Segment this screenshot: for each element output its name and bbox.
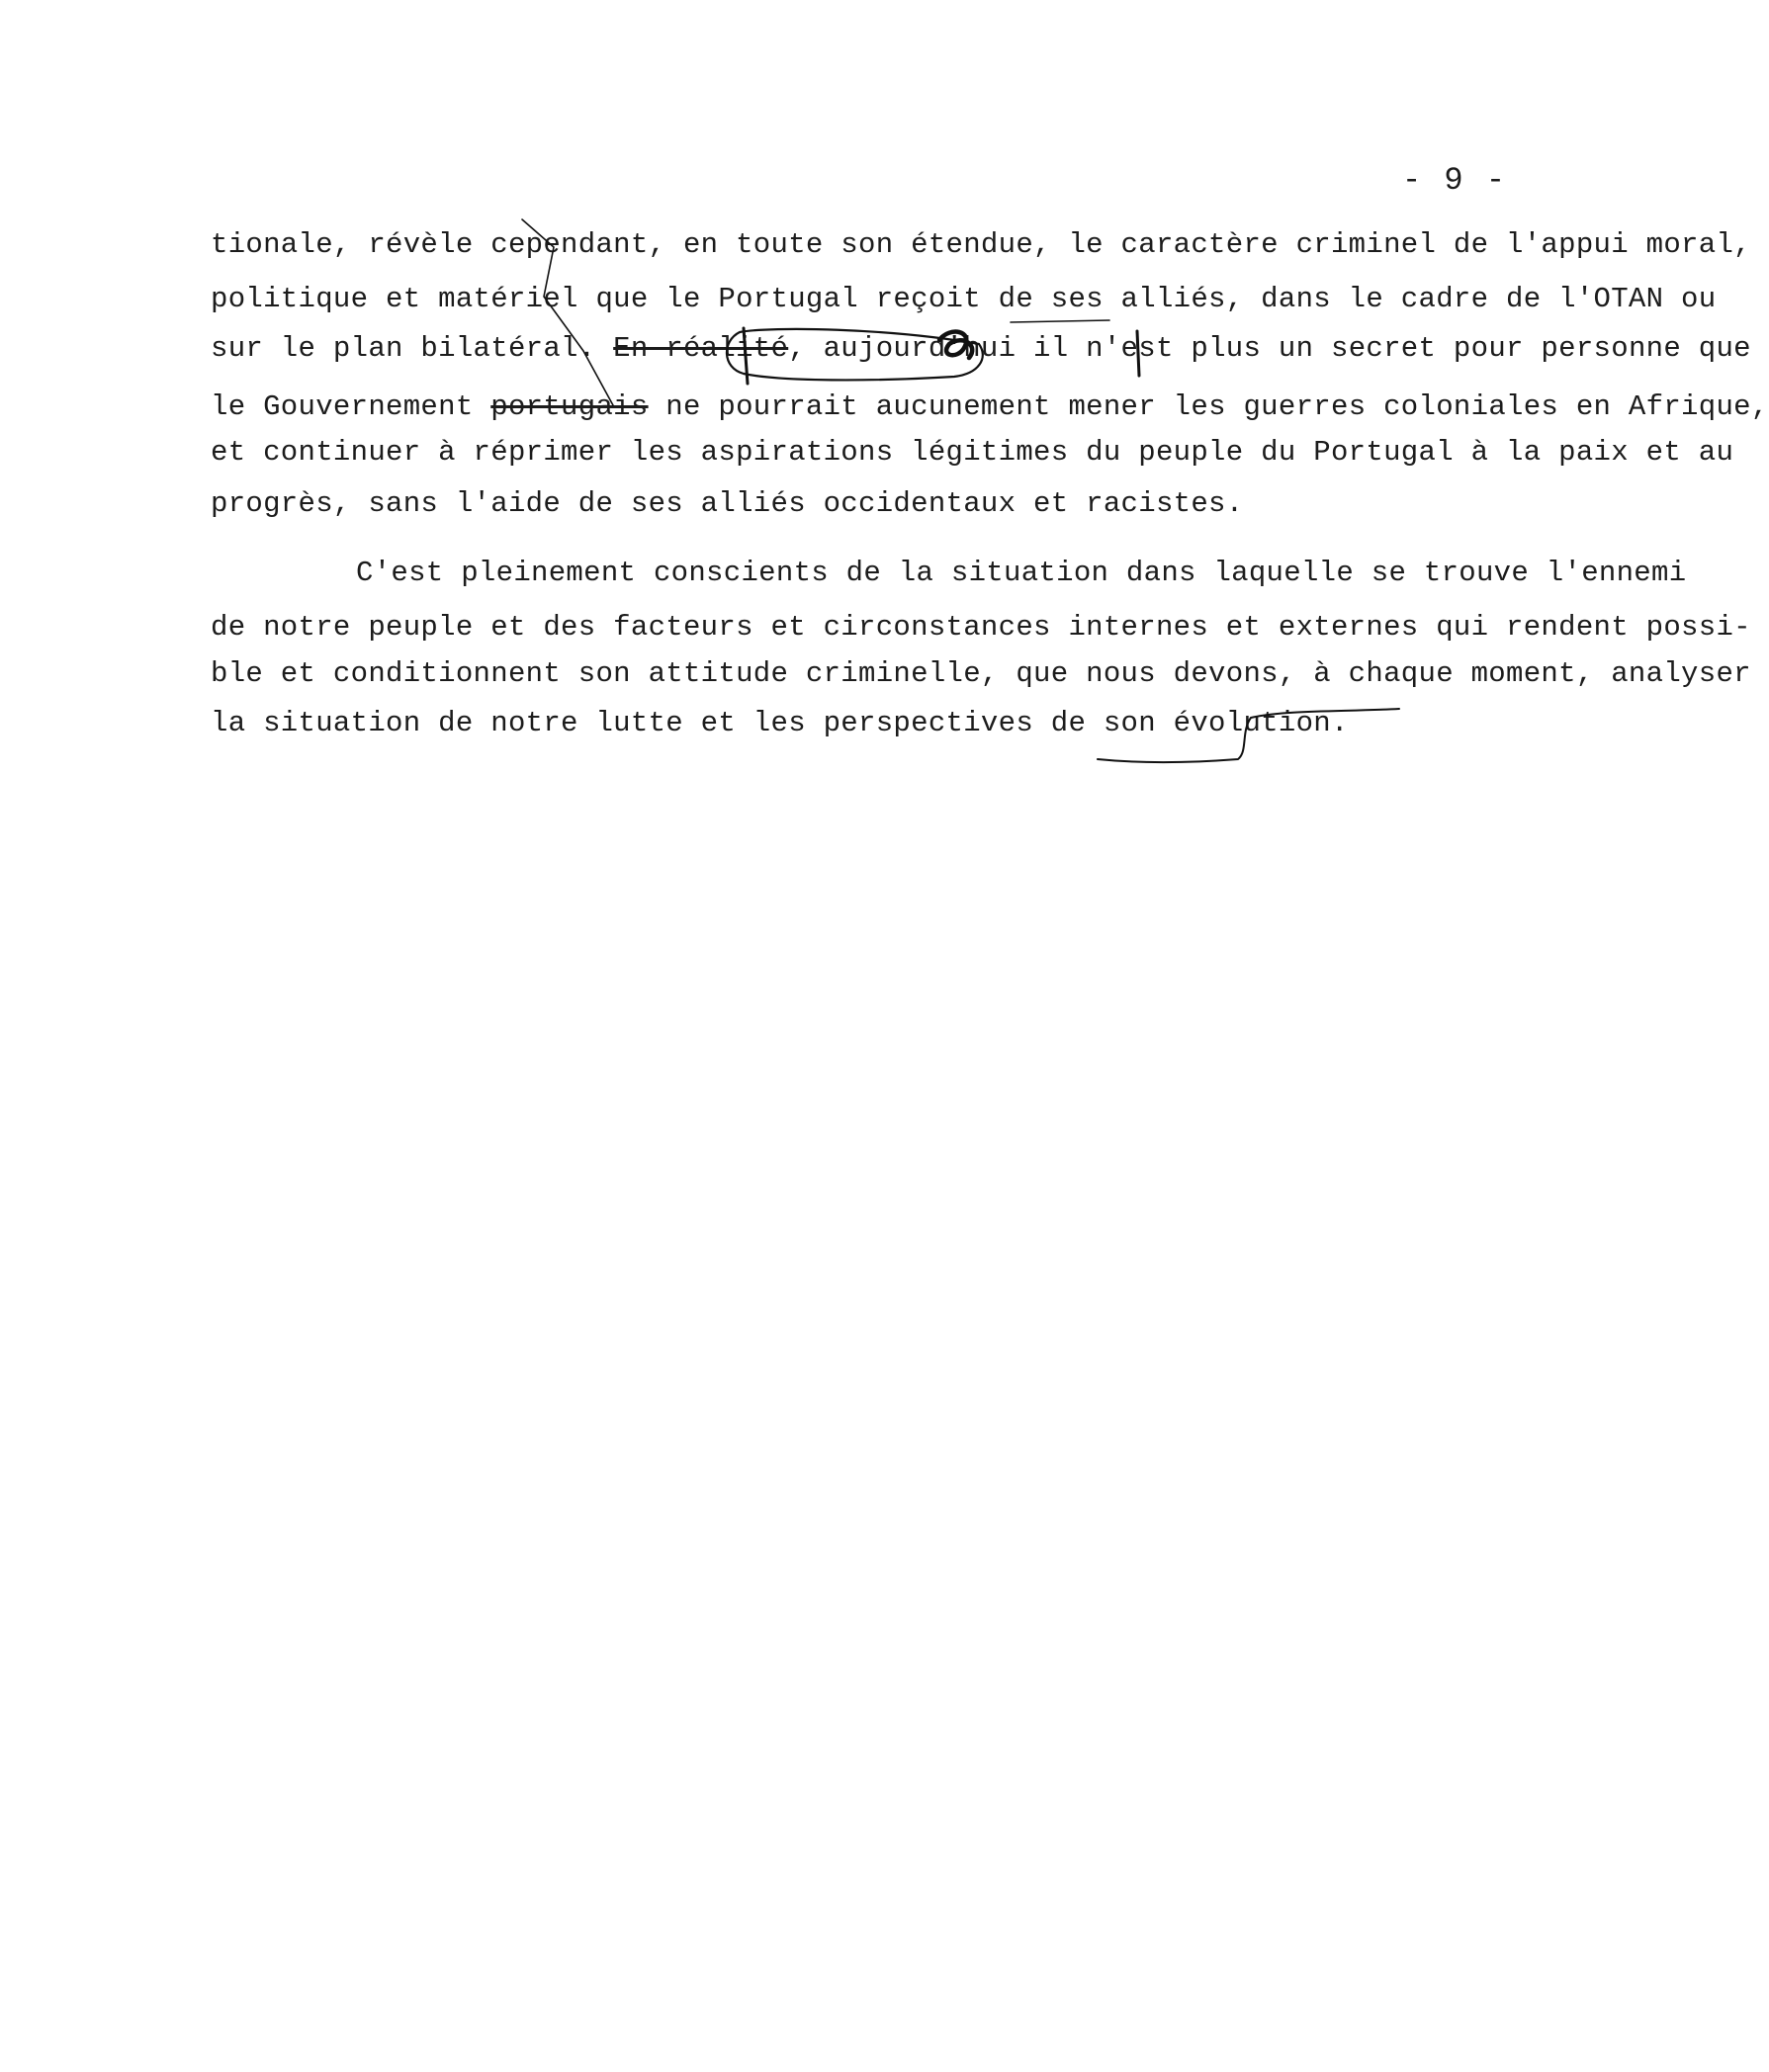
- paragraph-1-line-1: tionale, révèle cependant, en toute son étendue, le caractère criminel de l'appui moral,: [211, 228, 1751, 261]
- annotation-insert-bar-left: [744, 328, 748, 384]
- annotation-insert-bar-right: [1137, 331, 1139, 376]
- annotation-diagonal-stroke: [522, 219, 613, 405]
- paragraph-2-line-3: ble et conditionnent son attitude criminelle, que nous devons, à chaque moment, analyser: [211, 657, 1751, 690]
- line-3-text-after: , aujourd'hui il n'est plus un secret pour personne que: [788, 332, 1751, 365]
- annotation-underline-allies: [1011, 320, 1109, 322]
- line-4-text-before: le Gouvernement: [211, 390, 491, 423]
- paragraph-1-line-5: et continuer à réprimer les aspirations légitimes du peuple du Portugal à la paix et au: [211, 436, 1734, 469]
- paragraph-2-line-2: de notre peuple et des facteurs et circonstances internes et externes qui rendent possi-: [211, 611, 1751, 644]
- paragraph-2-line-4: la situation de notre lutte et les perspectives de son évolution.: [211, 707, 1349, 739]
- struck-text-en-realite: En réalité: [613, 332, 789, 365]
- line-3-text-before: sur le plan bilatéral.: [211, 332, 614, 365]
- paragraph-1-line-2: politique et matériel que le Portugal reçoit de ses alliés, dans le cadre de l'OTAN ou: [211, 283, 1717, 315]
- annotation-closing-bracket: [1098, 709, 1399, 762]
- paragraph-1-line-6: progrès, sans l'aide de ses alliés occidentaux et racistes.: [211, 487, 1244, 520]
- line-4-text-after: ne pourrait aucunement mener les guerres coloniales en Afrique,: [648, 390, 1769, 423]
- annotation-scribble-il: [939, 332, 972, 358]
- paragraph-2-line-1: C'est pleinement conscients de la situation dans laquelle se trouve l'ennemi: [356, 557, 1687, 589]
- page-number: - 9 -: [1402, 162, 1508, 199]
- struck-text-portugais: portugais: [490, 390, 649, 423]
